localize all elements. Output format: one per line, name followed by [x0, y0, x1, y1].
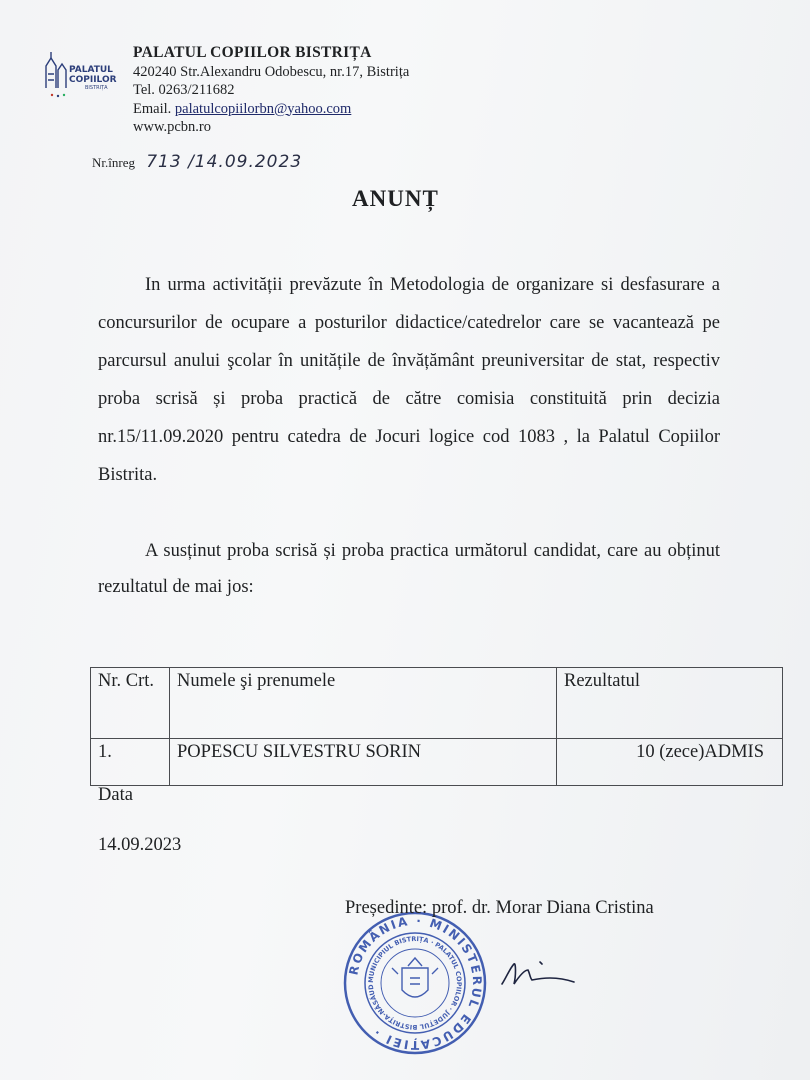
- paragraph-intro: In urma activității prevăzute în Metodologia de organizare si desfasurare a concursurilor de ocupare a posturilor didactice/catedrelor care se vacantează pe parcursul anului şcolar în unitățile de învățământ preuniversitar de stat, respectiv proba scrisă și proba practică de către comisia constituită prin decizia nr.15/11.09.2020 pentru catedra de Jocuri logice cod 1083 , la Palatul Copiilor Bistrita.: [98, 275, 720, 485]
- results-table: [90, 667, 783, 786]
- cell-nr: 1.: [91, 739, 170, 786]
- svg-text:BISTRIȚA: BISTRIȚA: [85, 85, 108, 91]
- header-name: Numele şi prenumele: [170, 668, 557, 739]
- svg-text:ROMÂNIA · MINISTERUL EDUCAȚIEI: ROMÂNIA · MINISTERUL EDUCAȚIEI ·: [346, 913, 485, 1053]
- svg-text:MUNICIPIUL BISTRIȚA · PALATUL: MUNICIPIUL BISTRIȚA · PALATUL COPIILOR · JUDEȚUL BISTRIȚA-NĂSĂUD: [366, 934, 464, 1032]
- president-signature-line: Președinte: prof. dr. Morar Diana Cristina: [345, 898, 654, 918]
- cell-name: POPESCU SILVESTRU SORIN: [170, 739, 557, 786]
- handwritten-signature-icon: [496, 950, 580, 998]
- registration-label: Nr.înreg: [92, 155, 135, 170]
- cell-result: 10 (zece)ADMIS: [557, 739, 783, 786]
- svg-text:PALATUL: PALATUL: [69, 65, 113, 75]
- org-name: PALATUL COPIILOR BISTRIȚA: [133, 44, 372, 61]
- email-label: Email.: [133, 100, 172, 117]
- phone: Tel. 0263/211682: [133, 82, 235, 98]
- website: www.pcbn.ro: [133, 119, 211, 135]
- paragraph-candidate: A susținut proba scrisă și proba practica următorul candidat, care au obținut rezultatul de mai jos:: [98, 541, 720, 597]
- email-line: [133, 100, 409, 119]
- table-row: [91, 739, 783, 786]
- date-label: Data: [98, 785, 133, 805]
- letterhead: [133, 44, 409, 137]
- palatul-copiilor-logo-icon: [42, 48, 126, 100]
- header-result: Rezultatul: [557, 668, 783, 739]
- date-value: 14.09.2023: [98, 835, 182, 855]
- address: 420240 Str.Alexandru Odobescu, nr.17, Bistrița: [133, 63, 410, 80]
- registration-handwritten-value: 713 /14.09.2023: [146, 152, 303, 172]
- official-stamp-icon: [340, 908, 490, 1058]
- registration-number: [92, 152, 302, 172]
- table-header-row: [91, 668, 783, 739]
- svg-text:COPIILOR: COPIILOR: [69, 75, 117, 85]
- header-nr-crt: Nr. Crt.: [91, 668, 170, 739]
- document-title: ANUNȚ: [352, 186, 439, 211]
- email-link[interactable]: palatulcopiilorbn@yahoo.com: [174, 100, 352, 117]
